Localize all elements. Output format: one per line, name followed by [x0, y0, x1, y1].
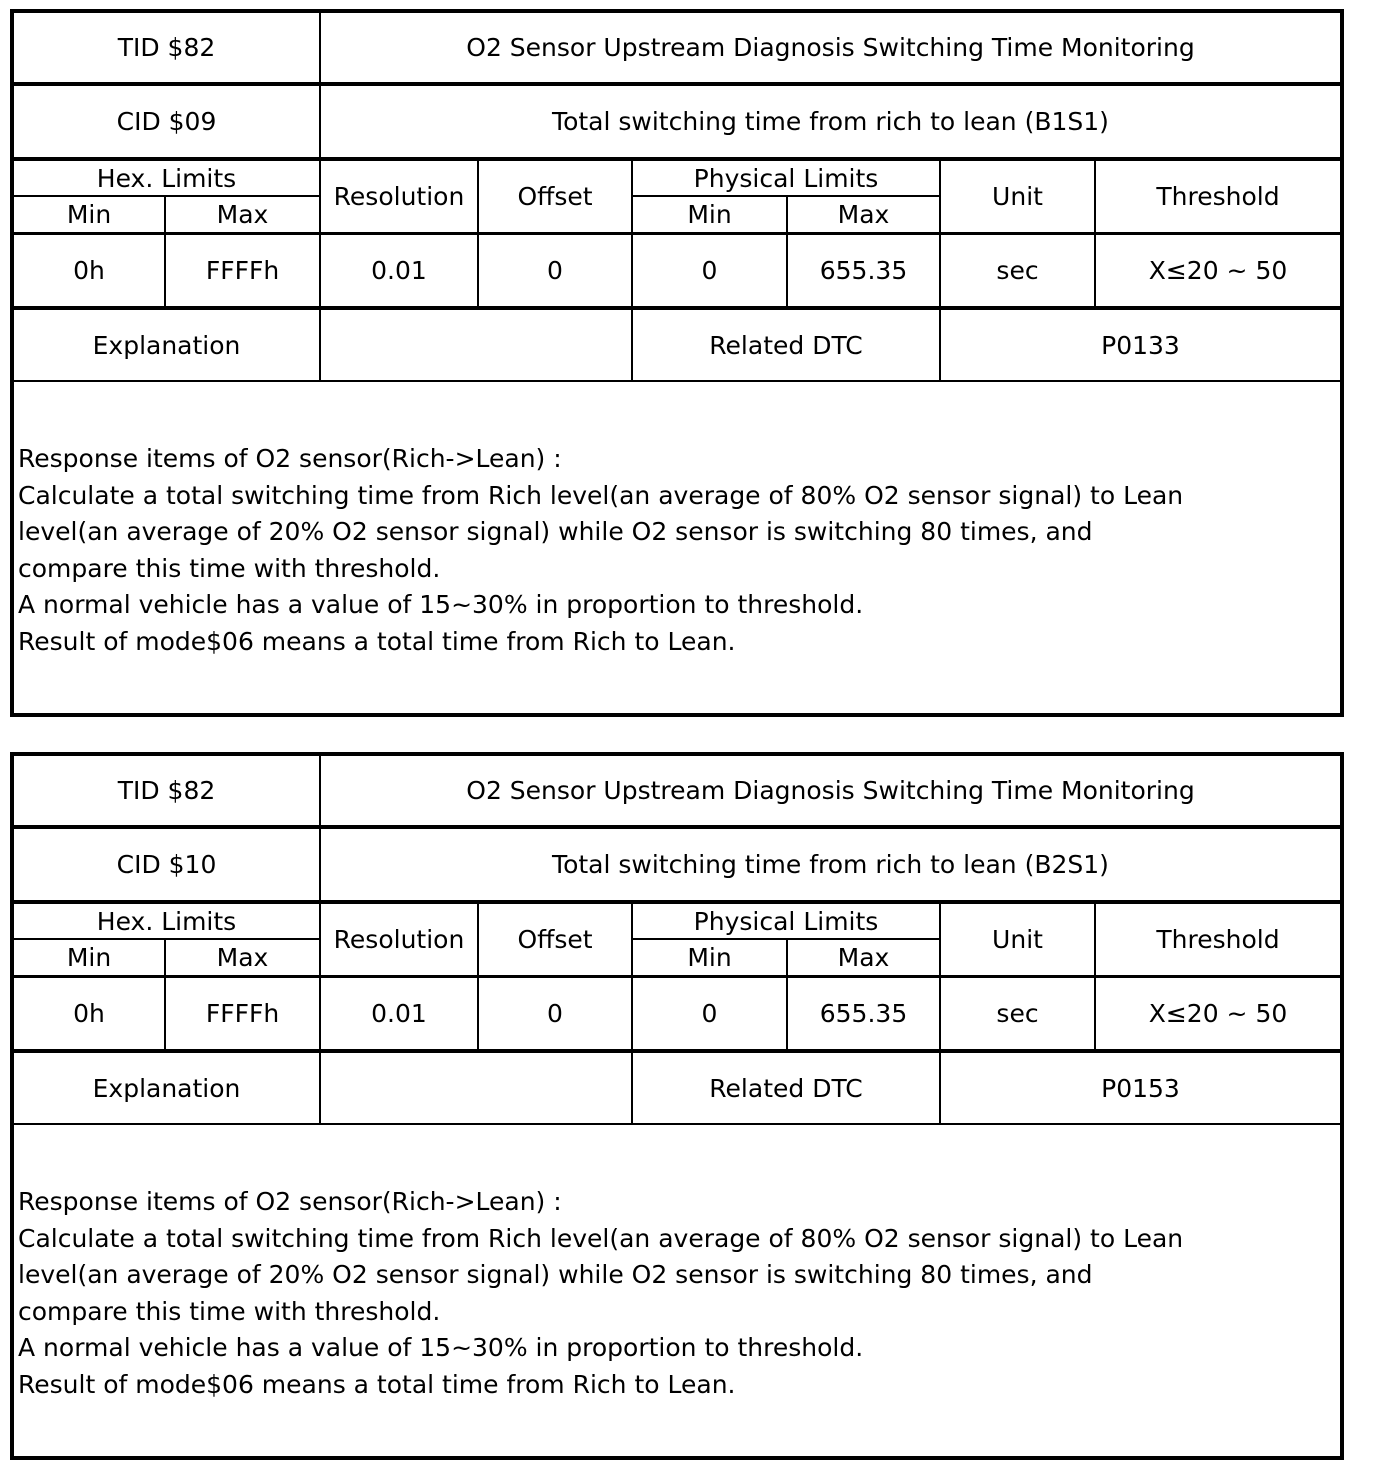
unit-header: Unit [992, 925, 1043, 954]
explanation-label: Explanation [92, 1073, 241, 1103]
phys-max-value: 655.35 [819, 999, 908, 1028]
monitor-table-1 [10, 9, 1344, 717]
explanation-line: Result of mode$06 means a total time from Rich to Lean. [18, 1369, 736, 1399]
tid-label: TID $82 [117, 776, 216, 805]
tid-description: O2 Sensor Upstream Diagnosis Switching Time Monitoring [466, 776, 1195, 805]
explanation-line: Calculate a total switching time from Rich level(an average of 80% O2 sensor signal) to Lean [18, 480, 1184, 510]
offset-value: 0 [547, 999, 563, 1028]
explanation-line: level(an average of 20% O2 sensor signal) while O2 sensor is switching 80 times, and [18, 517, 1093, 547]
explanation-line: A normal vehicle has a value of 15~30% in proportion to threshold. [18, 1333, 864, 1363]
hex-limits-header: Hex. Limits [96, 906, 237, 936]
threshold-header: Threshold [1156, 182, 1280, 211]
related-dtc-label: Related DTC [709, 1073, 863, 1103]
hex-min-value: 0h [73, 999, 105, 1028]
cid-description: Total switching time from rich to lean (B2S1) [552, 850, 1109, 879]
resolution-value: 0.01 [371, 999, 427, 1028]
phys-min-header: Min [687, 200, 732, 229]
explanation-line: Calculate a total switching time from Rich level(an average of 80% O2 sensor signal) to Lean [18, 1223, 1184, 1253]
physical-limits-header: Physical Limits [693, 163, 879, 193]
unit-header: Unit [992, 182, 1043, 211]
explanation-text [18, 1184, 1334, 1404]
table-grid [14, 13, 1340, 384]
hex-limits-header: Hex. Limits [96, 163, 237, 193]
explanation-line: Response items of O2 sensor(Rich->Lean) : [18, 444, 562, 473]
offset-header: Offset [517, 182, 593, 211]
explanation-text [18, 441, 1334, 661]
phys-max-header: Max [837, 200, 890, 229]
phys-max-value: 655.35 [819, 256, 908, 285]
threshold-value: X≤20 ~ 50 [1148, 256, 1288, 285]
hex-max-value: FFFFh [205, 999, 280, 1028]
explanation-line: Response items of O2 sensor(Rich->Lean) : [18, 1187, 562, 1216]
cid-label: CID $09 [116, 107, 217, 136]
threshold-value: X≤20 ~ 50 [1148, 999, 1288, 1028]
explanation-line: Result of mode$06 means a total time from Rich to Lean. [18, 626, 736, 656]
tid-label: TID $82 [117, 33, 216, 62]
tid-description: O2 Sensor Upstream Diagnosis Switching Time Monitoring [466, 33, 1195, 62]
phys-min-value: 0 [701, 256, 718, 285]
offset-header: Offset [517, 925, 593, 954]
cid-label: CID $10 [116, 850, 217, 879]
phys-min-header: Min [687, 943, 732, 972]
cid-description: Total switching time from rich to lean (B1S1) [552, 107, 1109, 136]
related-dtc-value: P0133 [1101, 330, 1180, 360]
table-grid [14, 756, 1340, 1127]
hex-max-header: Max [216, 943, 269, 972]
explanation-line: A normal vehicle has a value of 15~30% in proportion to threshold. [18, 590, 864, 620]
explanation-line: compare this time with threshold. [18, 1296, 441, 1326]
hex-min-header: Min [66, 200, 112, 229]
hex-max-value: FFFFh [205, 256, 280, 285]
explanation-line: compare this time with threshold. [18, 553, 441, 583]
resolution-value: 0.01 [371, 256, 427, 285]
hex-min-header: Min [66, 943, 112, 972]
monitor-table-2 [10, 752, 1344, 1460]
related-dtc-label: Related DTC [709, 330, 863, 360]
hex-min-value: 0h [73, 256, 105, 285]
explanation-blank [321, 310, 631, 380]
hex-max-header: Max [216, 200, 269, 229]
resolution-header: Resolution [333, 925, 465, 954]
unit-value: sec [996, 999, 1039, 1028]
resolution-header: Resolution [333, 182, 465, 211]
phys-min-value: 0 [701, 999, 718, 1028]
unit-value: sec [996, 256, 1039, 285]
related-dtc-value: P0153 [1101, 1073, 1180, 1103]
explanation-blank [321, 1053, 631, 1123]
physical-limits-header: Physical Limits [693, 906, 879, 936]
threshold-header: Threshold [1156, 925, 1280, 954]
explanation-label: Explanation [92, 330, 241, 360]
offset-value: 0 [547, 256, 563, 285]
phys-max-header: Max [837, 943, 890, 972]
explanation-line: level(an average of 20% O2 sensor signal) while O2 sensor is switching 80 times, and [18, 1260, 1093, 1290]
